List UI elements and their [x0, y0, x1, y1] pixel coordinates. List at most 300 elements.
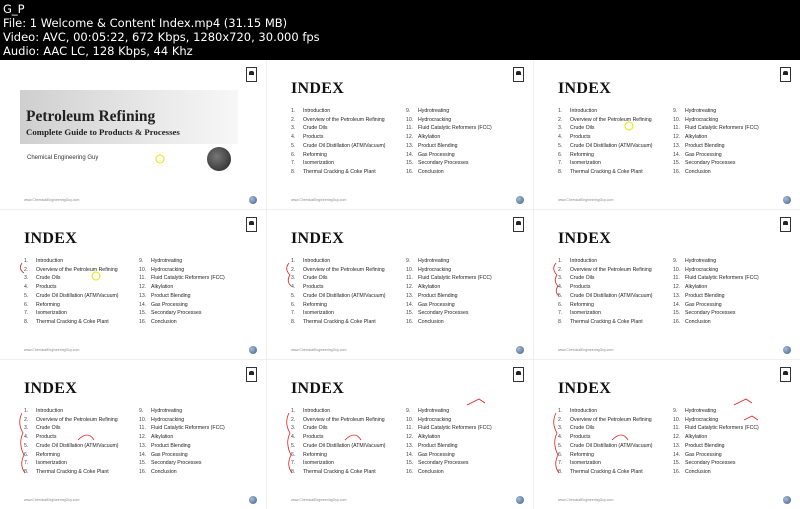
index-item-label: Isomerization: [570, 310, 601, 317]
index-item-number: 11.: [673, 425, 680, 432]
index-item-number: 7.: [558, 460, 563, 467]
index-item-number: 4.: [558, 134, 563, 141]
index-item-number: 14.: [139, 451, 147, 458]
index-item-label: Hydrocracking: [151, 266, 185, 273]
thumbnail-frame-9[interactable]: [534, 360, 800, 509]
index-item-number: 9.: [139, 408, 144, 414]
index-item-number: 3.: [558, 125, 563, 132]
thumbnail-frame-8[interactable]: [267, 360, 533, 509]
index-item-label: Products: [303, 434, 324, 441]
index-item-label: Hydrotreating: [151, 408, 183, 414]
index-item-label: Crude Oil Distillation (ATM/Vacuum): [36, 292, 119, 299]
thumbnail-frame-4[interactable]: [0, 210, 266, 359]
index-item-number: 4.: [558, 434, 563, 441]
slide-badge-icon: [783, 496, 791, 504]
index-item-label: Hydrotreating: [151, 258, 183, 264]
index-item-label: Thermal Cracking & Coke Plant: [303, 168, 376, 175]
index-item-label: Crude Oil Distillation (ATM/Vacuum): [303, 142, 386, 149]
index-item-number: 13.: [406, 142, 414, 149]
index-item-number: 1.: [558, 258, 563, 264]
index-item-number: 15.: [673, 310, 681, 317]
index-item-number: 5.: [558, 292, 563, 299]
index-item-label: Products: [570, 434, 591, 441]
index-item-number: 14.: [673, 151, 681, 158]
index-item-number: 2.: [291, 416, 296, 423]
index-item-label: Alkylation: [151, 434, 174, 441]
index-item-number: 11.: [406, 275, 413, 282]
index-item-number: 6.: [558, 301, 563, 308]
slide-badge-icon: [249, 346, 257, 354]
index-item-number: 14.: [406, 451, 414, 458]
index-item-number: 6.: [24, 451, 29, 458]
index-item-label: Overview of the Petroleum Refining: [303, 266, 385, 273]
index-item-label: Products: [303, 284, 324, 291]
index-item-number: 9.: [673, 108, 678, 114]
thumbnail-frame-1[interactable]: [0, 60, 266, 209]
index-item-label: Secondary Processes: [418, 460, 469, 467]
pen-annotations: [267, 210, 533, 359]
index-item-number: 2.: [558, 266, 563, 273]
index-item-number: 3.: [291, 125, 296, 132]
index-item-label: Gas Processing: [685, 151, 722, 158]
index-item-number: 3.: [24, 425, 29, 432]
index-item-number: 4.: [291, 284, 296, 291]
index-item-label: Alkylation: [685, 284, 708, 291]
index-item-number: 9.: [673, 408, 678, 414]
index-item-label: Gas Processing: [685, 451, 722, 458]
index-item-label: Fluid Catalytic Reformers (FCC): [151, 425, 225, 432]
index-item-number: 4.: [558, 284, 563, 291]
index-item-label: Introduction: [303, 258, 331, 264]
index-item-number: 9.: [406, 108, 411, 114]
file-info: File: 1 Welcome & Content Index.mp4 (31.15 MB): [3, 16, 288, 30]
index-item-label: Fluid Catalytic Reformers (FCC): [418, 125, 492, 132]
index-item-label: Introduction: [570, 408, 598, 414]
index-item-number: 16.: [673, 468, 681, 475]
index-item-number: 16.: [406, 168, 414, 175]
index-item-number: 7.: [558, 160, 563, 167]
index-item-label: Product Blending: [151, 292, 191, 299]
index-item-label: Crude Oil Distillation (ATM/Vacuum): [570, 292, 653, 299]
index-item-label: Thermal Cracking & Coke Plant: [570, 168, 643, 175]
index-item-number: 10.: [406, 416, 414, 423]
index-item-number: 10.: [673, 266, 681, 273]
index-item-label: Overview of the Petroleum Refining: [36, 416, 118, 423]
footer-url: www.ChemicalEngineeringGuy.com: [291, 498, 347, 502]
footer-url: www.ChemicalEngineeringGuy.com: [558, 348, 614, 352]
thumbnail-frame-7[interactable]: [0, 360, 266, 509]
index-item-number: 8.: [291, 318, 296, 325]
index-item-number: 12.: [406, 134, 414, 141]
index-item-number: 13.: [673, 292, 681, 299]
index-item-label: Conclusion: [685, 168, 711, 175]
footer-url: www.ChemicalEngineeringGuy.com: [24, 498, 80, 502]
index-item-number: 3.: [558, 425, 563, 432]
index-item-number: 7.: [558, 310, 563, 317]
index-item-number: 12.: [673, 434, 681, 441]
index-item-label: Thermal Cracking & Coke Plant: [36, 318, 109, 325]
index-item-number: 3.: [291, 275, 296, 282]
index-item-label: Secondary Processes: [151, 310, 202, 317]
index-item-label: Isomerization: [36, 460, 67, 467]
index-item-number: 2.: [291, 116, 296, 123]
index-item-label: Reforming: [303, 451, 327, 458]
pen-annotations: [534, 210, 800, 359]
slide-badge-icon: [516, 346, 524, 354]
index-item-label: Crude Oil Distillation (ATM/Vacuum): [570, 142, 653, 149]
index-item-number: 2.: [558, 416, 563, 423]
index-item-number: 3.: [558, 275, 563, 282]
index-item-number: 14.: [406, 151, 414, 158]
index-item-number: 16.: [673, 318, 681, 325]
index-item-label: Fluid Catalytic Reformers (FCC): [418, 425, 492, 432]
index-item-label: Alkylation: [418, 434, 441, 441]
index-item-label: Fluid Catalytic Reformers (FCC): [418, 275, 492, 282]
index-item-label: Alkylation: [685, 134, 708, 141]
index-item-number: 1.: [24, 408, 29, 414]
index-item-number: 1.: [558, 108, 563, 114]
slide-author: Chemical Engineering Guy: [27, 155, 99, 161]
index-item-label: Secondary Processes: [418, 160, 469, 167]
index-item-label: Product Blending: [685, 292, 725, 299]
index-item-label: Reforming: [570, 451, 594, 458]
index-item-number: 7.: [24, 310, 29, 317]
index-item-number: 14.: [673, 451, 681, 458]
index-item-number: 8.: [291, 468, 296, 475]
index-item-number: 11.: [673, 125, 680, 132]
index-item-number: 10.: [139, 416, 147, 423]
index-item-label: Secondary Processes: [418, 310, 469, 317]
index-item-label: Alkylation: [151, 284, 174, 291]
pen-annotations: [0, 360, 266, 509]
pen-annotations: [534, 60, 800, 209]
index-item-number: 7.: [24, 460, 29, 467]
index-item-number: 13.: [406, 292, 414, 299]
footer-url: www.ChemicalEngineeringGuy.com: [558, 498, 614, 502]
index-item-number: 13.: [673, 142, 681, 149]
index-item-label: Alkylation: [418, 284, 441, 291]
thumbnail-frame-5[interactable]: [267, 210, 533, 359]
index-item-number: 15.: [139, 460, 147, 467]
index-item-label: Hydrotreating: [418, 108, 450, 114]
slide-subtitle: Complete Guide to Products & Processes: [26, 127, 180, 137]
index-item-label: Thermal Cracking & Coke Plant: [303, 318, 376, 325]
index-item-label: Product Blending: [418, 142, 458, 149]
index-item-label: Product Blending: [685, 442, 725, 449]
index-item-number: 5.: [558, 442, 563, 449]
index-item-number: 2.: [291, 266, 296, 273]
index-item-label: Overview of the Petroleum Refining: [303, 416, 385, 423]
footer-url: www.ChemicalEngineeringGuy.com: [291, 198, 347, 202]
index-item-label: Fluid Catalytic Reformers (FCC): [685, 125, 759, 132]
index-item-number: 2.: [558, 116, 563, 123]
index-item-label: Hydrotreating: [685, 408, 717, 414]
index-item-label: Crude Oil Distillation (ATM/Vacuum): [570, 442, 653, 449]
slide-badge-icon: [783, 196, 791, 204]
index-item-label: Alkylation: [685, 434, 708, 441]
index-item-label: Overview of the Petroleum Refining: [570, 116, 652, 123]
index-item-label: Product Blending: [418, 292, 458, 299]
index-item-label: Hydrocracking: [685, 266, 719, 273]
index-item-label: Products: [36, 434, 57, 441]
index-heading: INDEX: [24, 380, 78, 397]
index-item-number: 8.: [558, 468, 563, 475]
index-item-label: Crude Oils: [303, 425, 328, 432]
index-item-number: 5.: [558, 142, 563, 149]
index-item-number: 5.: [291, 292, 296, 299]
index-item-number: 5.: [291, 142, 296, 149]
index-item-label: Conclusion: [418, 468, 444, 475]
index-item-label: Gas Processing: [685, 301, 722, 308]
index-item-number: 16.: [139, 318, 147, 325]
index-item-label: Crude Oil Distillation (ATM/Vacuum): [36, 442, 119, 449]
index-item-number: 6.: [558, 451, 563, 458]
index-item-number: 4.: [24, 284, 29, 291]
pen-annotations: [267, 60, 533, 209]
index-item-number: 11.: [139, 275, 146, 282]
cursor-highlight: [0, 60, 266, 209]
index-heading: INDEX: [291, 380, 345, 397]
index-item-label: Reforming: [570, 301, 594, 308]
index-item-number: 10.: [406, 116, 414, 123]
index-item-label: Introduction: [570, 258, 598, 264]
index-item-number: 13.: [673, 442, 681, 449]
index-item-number: 14.: [673, 301, 681, 308]
index-item-number: 6.: [558, 151, 563, 158]
index-item-label: Hydrotreating: [685, 258, 717, 264]
audio-info: Audio: AAC LC, 128 Kbps, 44 Khz: [3, 44, 193, 58]
index-item-label: Products: [303, 134, 324, 141]
media-info-header: [0, 0, 800, 60]
index-item-number: 6.: [291, 451, 296, 458]
index-item-number: 11.: [139, 425, 146, 432]
index-item-label: Overview of the Petroleum Refining: [570, 266, 652, 273]
slide-title: Petroleum Refining: [26, 108, 156, 125]
index-item-number: 16.: [406, 468, 414, 475]
index-item-label: Reforming: [36, 451, 60, 458]
index-item-number: 1.: [291, 258, 296, 264]
index-item-number: 13.: [406, 442, 414, 449]
index-item-number: 4.: [24, 434, 29, 441]
index-item-number: 12.: [406, 284, 414, 291]
index-item-label: Reforming: [570, 151, 594, 158]
index-item-number: 10.: [406, 266, 414, 273]
index-item-label: Crude Oil Distillation (ATM/Vacuum): [303, 292, 386, 299]
index-item-label: Gas Processing: [418, 451, 455, 458]
index-item-number: 12.: [139, 284, 147, 291]
index-item-label: Alkylation: [418, 134, 441, 141]
thumbnail-frame-6[interactable]: [534, 210, 800, 359]
index-item-number: 8.: [291, 168, 296, 175]
index-item-number: 8.: [558, 318, 563, 325]
index-item-number: 1.: [291, 408, 296, 414]
video-info: Video: AVC, 00:05:22, 672 Kbps, 1280x720, 30.000 fps: [3, 30, 320, 44]
index-item-number: 1.: [24, 258, 29, 264]
index-item-label: Secondary Processes: [685, 160, 736, 167]
index-item-label: Secondary Processes: [151, 460, 202, 467]
index-item-label: Hydrocracking: [685, 416, 719, 423]
index-item-number: 9.: [673, 258, 678, 264]
index-item-label: Thermal Cracking & Coke Plant: [570, 468, 643, 475]
header-title: G_P: [3, 2, 25, 16]
thumbnail-frame-3[interactable]: [534, 60, 800, 209]
index-item-label: Secondary Processes: [685, 310, 736, 317]
index-heading: INDEX: [291, 80, 345, 97]
thumbnail-frame-2[interactable]: [267, 60, 533, 209]
index-item-label: Crude Oils: [36, 275, 61, 282]
index-item-label: Conclusion: [685, 318, 711, 325]
index-item-label: Thermal Cracking & Coke Plant: [570, 318, 643, 325]
index-item-number: 4.: [291, 434, 296, 441]
index-item-label: Isomerization: [303, 460, 334, 467]
index-item-label: Conclusion: [151, 468, 177, 475]
index-item-label: Introduction: [303, 408, 331, 414]
footer-url: www.ChemicalEngineeringGuy.com: [291, 348, 347, 352]
index-item-number: 16.: [673, 168, 681, 175]
index-item-number: 6.: [24, 301, 29, 308]
index-item-label: Conclusion: [685, 468, 711, 475]
index-item-label: Overview of the Petroleum Refining: [570, 416, 652, 423]
index-item-label: Hydrotreating: [685, 108, 717, 114]
index-item-number: 15.: [406, 160, 414, 167]
index-item-number: 5.: [291, 442, 296, 449]
index-item-number: 10.: [139, 266, 147, 273]
index-item-label: Conclusion: [418, 168, 444, 175]
index-item-number: 13.: [139, 292, 147, 299]
slide-badge-icon: [516, 496, 524, 504]
index-item-label: Introduction: [36, 258, 64, 264]
index-item-label: Crude Oils: [570, 425, 595, 432]
index-item-label: Isomerization: [36, 310, 67, 317]
slide-badge-icon: [249, 196, 257, 204]
index-item-number: 16.: [406, 318, 414, 325]
index-item-number: 15.: [406, 460, 414, 467]
index-item-label: Reforming: [303, 151, 327, 158]
index-item-number: 13.: [139, 442, 147, 449]
index-item-label: Introduction: [36, 408, 64, 414]
slide-badge-icon: [249, 496, 257, 504]
index-item-label: Conclusion: [418, 318, 444, 325]
index-item-label: Hydrocracking: [685, 116, 719, 123]
slide-badge-icon: [516, 196, 524, 204]
index-item-label: Crude Oil Distillation (ATM/Vacuum): [303, 442, 386, 449]
index-heading: INDEX: [24, 230, 78, 247]
index-item-number: 7.: [291, 160, 296, 167]
index-item-number: 15.: [673, 460, 681, 467]
index-item-label: Introduction: [303, 108, 331, 114]
index-item-number: 8.: [24, 468, 29, 475]
index-item-number: 15.: [406, 310, 414, 317]
index-item-label: Thermal Cracking & Coke Plant: [36, 468, 109, 475]
index-item-label: Fluid Catalytic Reformers (FCC): [685, 275, 759, 282]
index-item-label: Hydrocracking: [418, 266, 452, 273]
index-item-label: Overview of the Petroleum Refining: [36, 266, 118, 273]
index-item-label: Product Blending: [685, 142, 725, 149]
index-heading: INDEX: [558, 230, 612, 247]
slide-badge-icon: [783, 346, 791, 354]
index-heading: INDEX: [558, 80, 612, 97]
index-item-number: 8.: [558, 168, 563, 175]
index-item-number: 7.: [291, 310, 296, 317]
index-item-label: Reforming: [36, 301, 60, 308]
index-item-number: 10.: [673, 416, 681, 423]
index-item-number: 4.: [291, 134, 296, 141]
index-item-number: 6.: [291, 151, 296, 158]
index-item-label: Introduction: [570, 108, 598, 114]
index-item-number: 12.: [673, 134, 681, 141]
index-item-number: 9.: [406, 258, 411, 264]
index-item-label: Gas Processing: [418, 151, 455, 158]
index-item-label: Products: [570, 284, 591, 291]
index-item-number: 11.: [673, 275, 680, 282]
index-item-label: Hydrocracking: [418, 116, 452, 123]
pen-annotations: [534, 360, 800, 509]
index-item-label: Isomerization: [303, 310, 334, 317]
index-item-number: 12.: [673, 284, 681, 291]
index-item-number: 11.: [406, 125, 413, 132]
footer-url: www.ChemicalEngineeringGuy.com: [24, 348, 80, 352]
index-item-label: Fluid Catalytic Reformers (FCC): [685, 425, 759, 432]
index-item-label: Conclusion: [151, 318, 177, 325]
index-item-number: 3.: [291, 425, 296, 432]
index-item-label: Gas Processing: [418, 301, 455, 308]
index-item-number: 15.: [139, 310, 147, 317]
index-heading: INDEX: [291, 230, 345, 247]
index-item-number: 12.: [139, 434, 147, 441]
index-item-number: 14.: [139, 301, 147, 308]
index-item-label: Crude Oils: [36, 425, 61, 432]
index-item-label: Hydrotreating: [418, 408, 450, 414]
index-item-label: Overview of the Petroleum Refining: [303, 116, 385, 123]
index-item-label: Product Blending: [418, 442, 458, 449]
index-item-label: Crude Oils: [303, 125, 328, 132]
footer-url: www.ChemicalEngineeringGuy.com: [558, 198, 614, 202]
index-item-number: 8.: [24, 318, 29, 325]
index-item-number: 5.: [24, 442, 29, 449]
index-heading: INDEX: [558, 380, 612, 397]
index-item-number: 9.: [406, 408, 411, 414]
index-item-label: Reforming: [303, 301, 327, 308]
index-item-number: 1.: [558, 408, 563, 414]
index-item-number: 9.: [139, 258, 144, 264]
index-item-number: 2.: [24, 266, 29, 273]
index-item-label: Isomerization: [570, 460, 601, 467]
pen-annotations: [267, 360, 533, 509]
index-item-number: 16.: [139, 468, 147, 475]
index-item-number: 10.: [673, 116, 681, 123]
index-item-number: 7.: [291, 460, 296, 467]
index-item-label: Fluid Catalytic Reformers (FCC): [151, 275, 225, 282]
index-item-label: Products: [570, 134, 591, 141]
index-item-label: Hydrotreating: [418, 258, 450, 264]
index-item-label: Hydrocracking: [418, 416, 452, 423]
index-item-label: Gas Processing: [151, 301, 188, 308]
index-item-number: 1.: [291, 108, 296, 114]
index-item-label: Crude Oils: [570, 125, 595, 132]
index-item-label: Products: [36, 284, 57, 291]
thumbnail-grid: [0, 60, 800, 509]
index-item-label: Gas Processing: [151, 451, 188, 458]
index-item-number: 11.: [406, 425, 413, 432]
index-item-number: 5.: [24, 292, 29, 299]
index-item-number: 14.: [406, 301, 414, 308]
index-item-label: Hydrocracking: [151, 416, 185, 423]
index-item-label: Secondary Processes: [685, 460, 736, 467]
index-item-label: Crude Oils: [570, 275, 595, 282]
index-item-number: 6.: [291, 301, 296, 308]
index-item-label: Isomerization: [570, 160, 601, 167]
footer-url: www.ChemicalEngineeringGuy.com: [24, 198, 80, 202]
